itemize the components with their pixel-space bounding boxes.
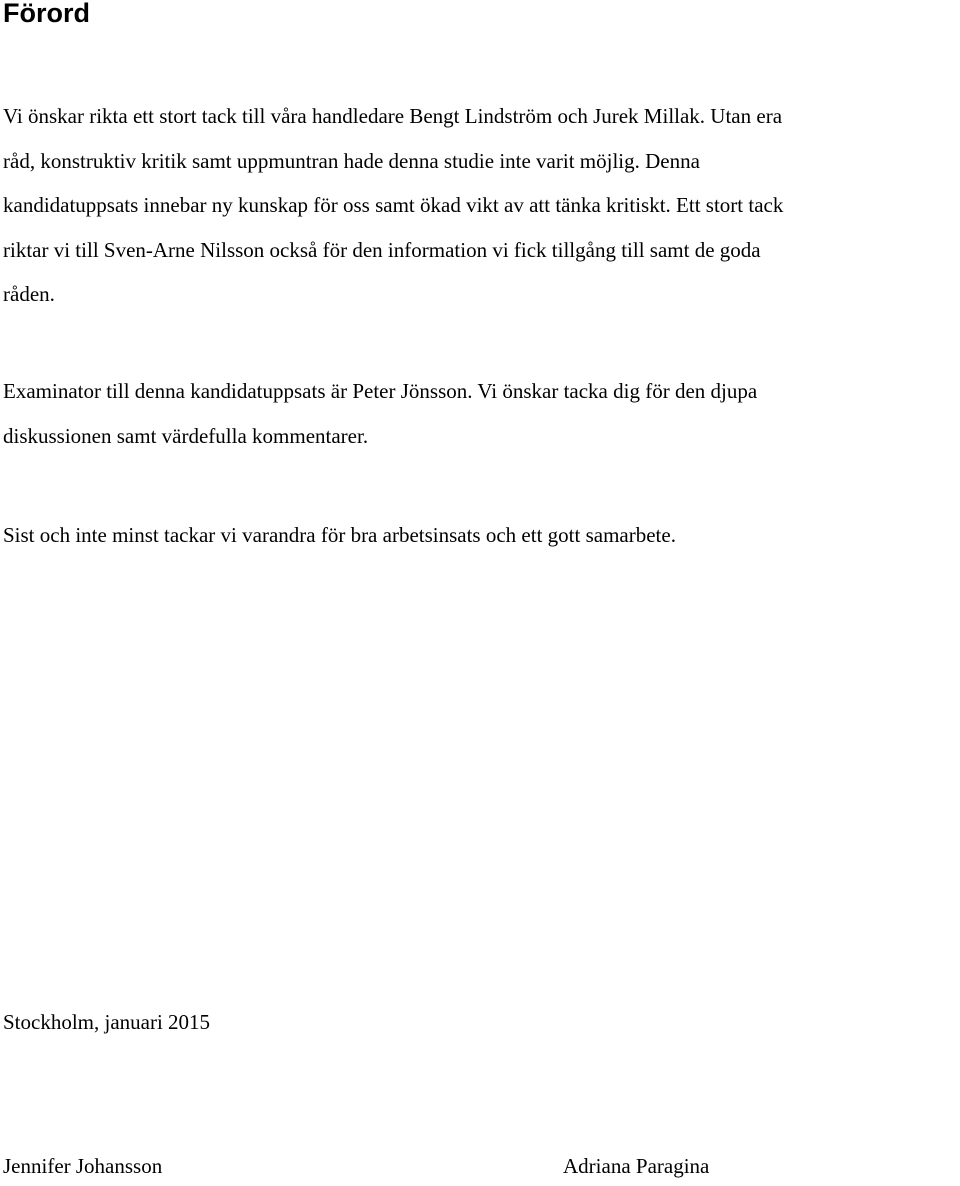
paragraph-line: kandidatuppsats innebar ny kunskap för oss samt ökad vikt av att tänka kritiskt. Ett stort tack: [3, 193, 784, 218]
acknowledgement-paragraph-3: [3, 513, 958, 558]
paragraph-line: riktar vi till Sven-Arne Nilsson också för den information vi fick tillgång till samt de goda: [3, 237, 761, 262]
paragraph-line: Vi önskar rikta ett stort tack till våra handledare Bengt Lindström och Jurek Millak. Utan era: [3, 104, 783, 128]
paragraph-line: Examinator till denna kandidatuppsats är Peter Jönsson. Vi önskar tacka dig för den djupa: [3, 379, 758, 403]
acknowledgement-paragraph-2: [3, 369, 958, 458]
paragraph-line: diskussionen samt värdefulla kommentarer.: [3, 423, 369, 448]
page-title: Förord: [3, 0, 90, 28]
signature-name-right: Adriana Paragina: [563, 1154, 710, 1178]
place-and-date: Stockholm, januari 2015: [3, 1010, 211, 1034]
signature-name-left: Jennifer Johansson: [3, 1154, 163, 1178]
paragraph-line: råd, konstruktiv kritik samt uppmuntran hade denna studie inte varit möjlig. Denna: [3, 148, 700, 173]
acknowledgement-paragraph-1: [3, 94, 958, 317]
paragraph-line: Sist och inte minst tackar vi varandra för bra arbetsinsats och ett gott samarbete.: [3, 523, 676, 547]
paragraph-line: råden.: [3, 282, 55, 307]
